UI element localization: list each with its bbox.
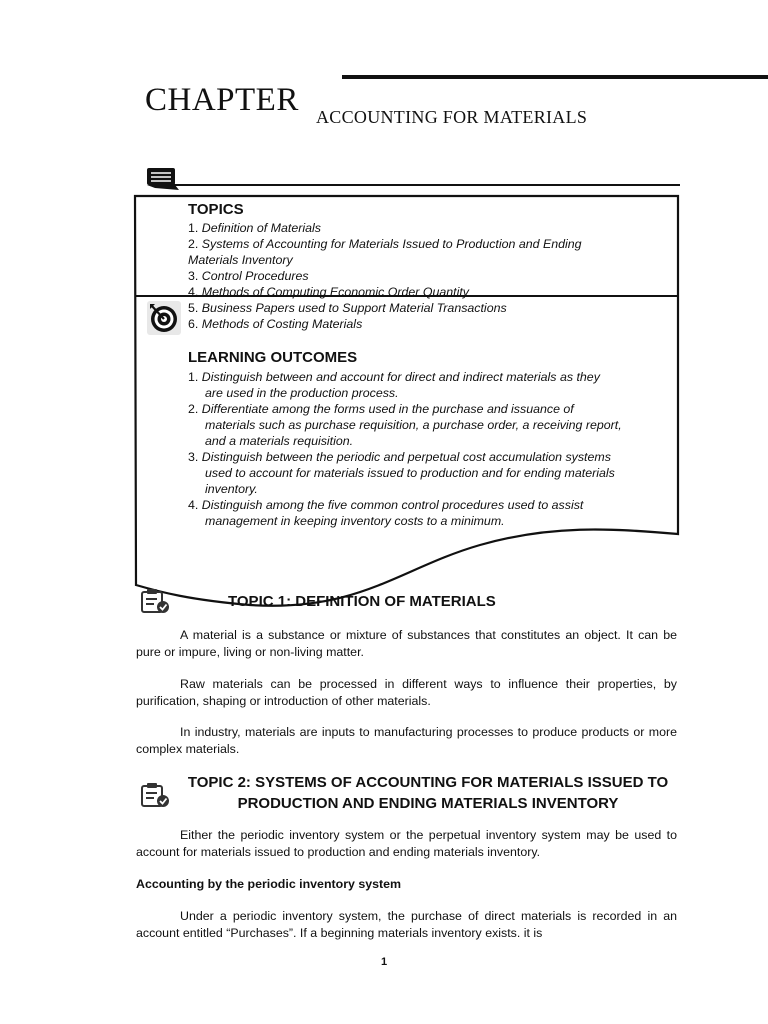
paragraph: Raw materials can be processed in different ways to influence their properties, by purification, shaping or introduction of other materials.: [136, 677, 677, 708]
topic2-heading: TOPIC 2: SYSTEMS OF ACCOUNTING FOR MATERIALS ISSUED TO PRODUCTION AND ENDING MATERIALS INVENTORY: [187, 774, 669, 812]
chapter-title: ACCOUNTING FOR MATERIALS: [316, 107, 588, 127]
learning-outcomes-heading: LEARNING OUTCOMES: [188, 349, 358, 366]
list-item: 3. Distinguish between the periodic and perpetual cost accumulation systems used to account for materials issued to production and for ending materials inventory.: [188, 450, 615, 496]
list-item: 1. Definition of Materials: [188, 221, 321, 235]
target-icon: [146, 300, 182, 336]
clipboard-check-icon: [140, 588, 170, 614]
list-item: 2. Systems of Accounting for Materials Issued to Production and Ending: [188, 237, 582, 251]
list-item-continuation: Materials Inventory: [188, 253, 293, 267]
list-item: 4. Distinguish among the five common control procedures used to assist management in keeping inventory costs to a minimum.: [188, 498, 584, 528]
paragraph: In industry, materials are inputs to manufacturing processes to produce products or more complex materials.: [136, 725, 677, 756]
paragraph: Under a periodic inventory system, the purchase of direct materials is recorded in an account entitled “Purchases”. If a beginning materials inventory exists. it is: [136, 909, 677, 940]
list-item: 4. Methods of Computing Economic Order Quantity: [188, 285, 470, 299]
subheading: Accounting by the periodic inventory system: [136, 877, 402, 891]
page-number: 1: [380, 956, 388, 968]
chapter-label: CHAPTER: [145, 82, 299, 118]
topics-list: [188, 220, 678, 332]
paragraph: A material is a substance or mixture of substances that constitutes an object. It can be pure or impure, living or non-living matter.: [136, 628, 677, 659]
clipboard-check-icon: [140, 782, 170, 808]
list-item: 2. Differentiate among the forms used in the purchase and issuance of materials such as purchase requisition, a purchase order, a receiving report, and a materials requisition.: [188, 402, 622, 448]
list-item: 3. Control Procedures: [188, 269, 309, 283]
paragraph: Either the periodic inventory system or the perpetual inventory system may be used to account for materials issued to production and ending materials inventory.: [136, 828, 677, 859]
list-item: 1. Distinguish between and account for direct and indirect materials as they are used in the production process.: [188, 370, 600, 400]
list-item: 6. Methods of Costing Materials: [188, 317, 363, 331]
topics-heading: TOPICS: [188, 201, 244, 218]
topic1-heading: TOPIC 1: DEFINITION OF MATERIALS: [228, 593, 496, 610]
list-item: 5. Business Papers used to Support Material Transactions: [188, 301, 507, 315]
outcomes-list: [188, 369, 678, 529]
